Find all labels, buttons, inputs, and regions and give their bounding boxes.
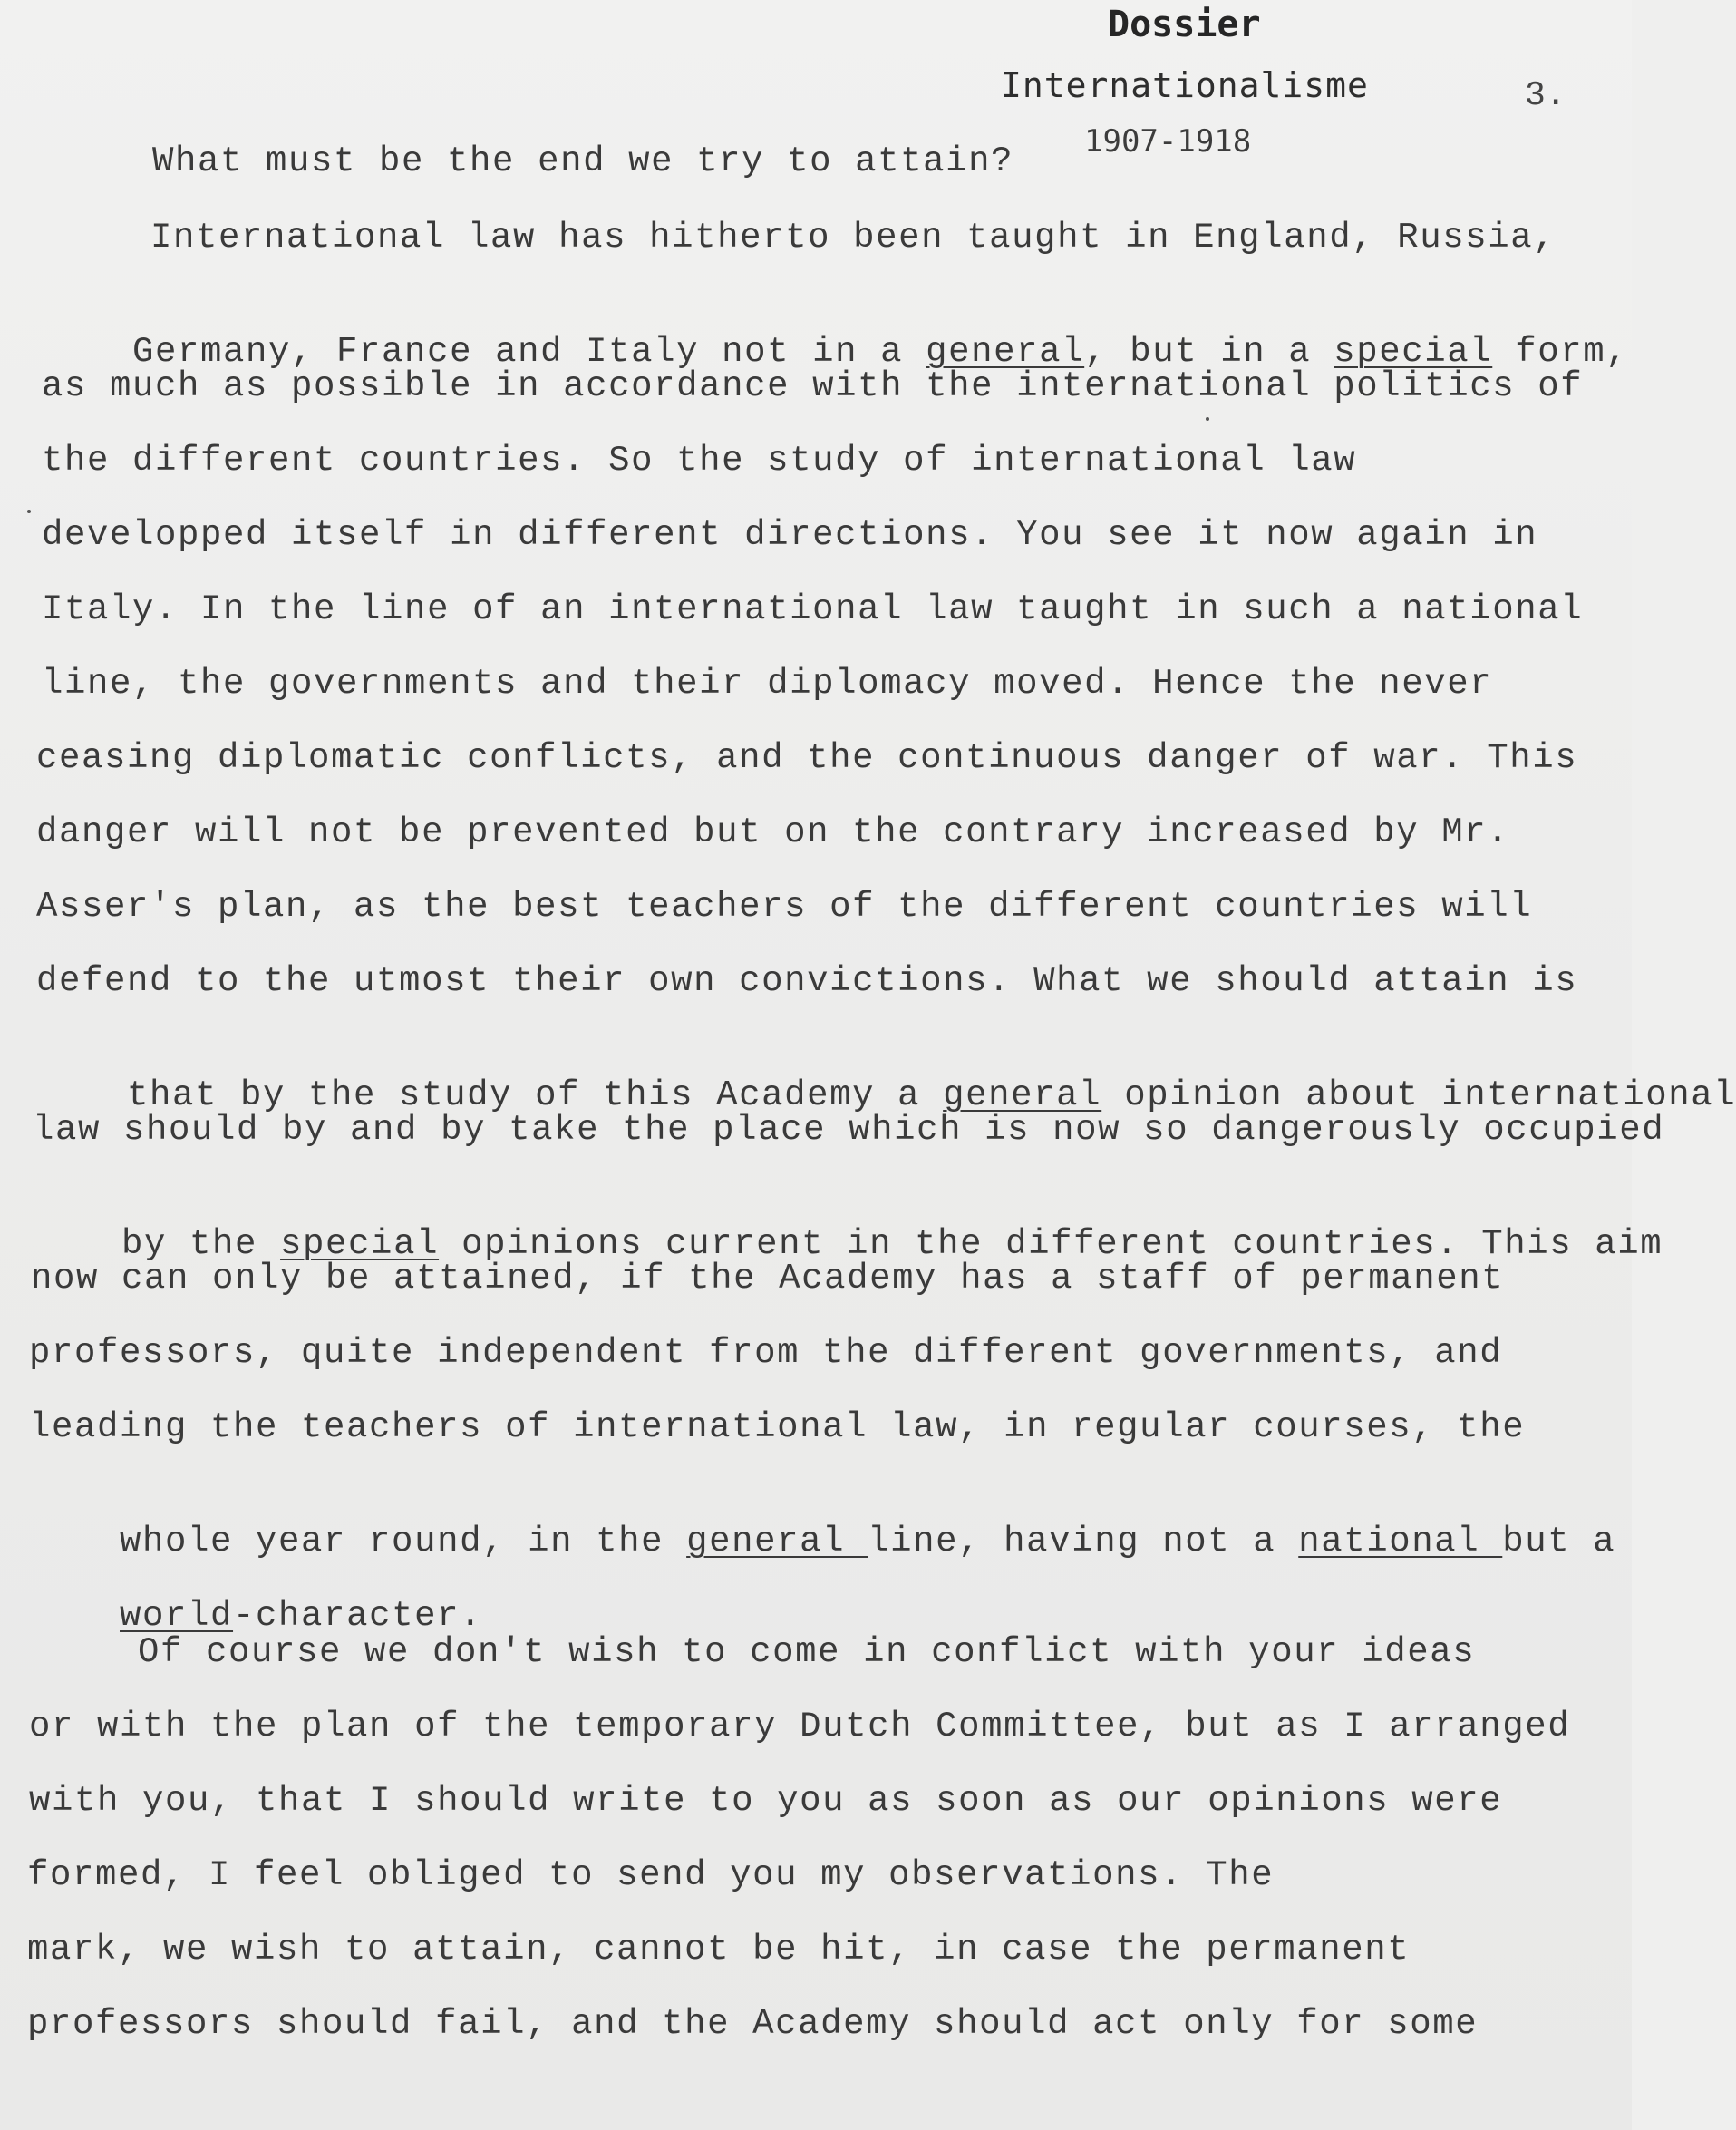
body-line: now can only be attained, if the Academy has a staff of permanent <box>31 1259 1505 1298</box>
text-segment: -character. <box>233 1596 483 1636</box>
body-line: International law has hitherto been taught in England, Russia, <box>150 218 1557 258</box>
body-line: mark, we wish to attain, cannot be hit, in case the permanent <box>27 1930 1411 1970</box>
underlined-word: general <box>943 1075 1102 1115</box>
text-segment: Germany, France and Italy not in a <box>132 332 926 372</box>
body-line: Italy. In the line of an international law taught in such a national <box>42 589 1584 629</box>
text-segment: opinion about international <box>1101 1075 1736 1115</box>
body-line: Of course we don't wish to come in conflict with your ideas <box>138 1632 1476 1672</box>
underlined-word: special <box>280 1224 440 1264</box>
text-segment: line, having not a <box>868 1522 1299 1561</box>
dossier-stamp-title: Dossier <box>1108 4 1261 45</box>
text-segment: that by the study of this Academy a <box>127 1075 944 1115</box>
text-segment: opinions current in the different countries. This aim <box>439 1224 1663 1264</box>
dossier-stamp-years: 1907-1918 <box>1084 123 1252 160</box>
body-line: ceasing diplomatic conflicts, and the continuous danger of war. This <box>36 738 1578 778</box>
ink-speck <box>27 510 31 513</box>
text-segment: by the <box>121 1224 281 1264</box>
body-line: line, the governments and their diplomacy moved. Hence the never <box>42 664 1493 704</box>
body-line: or with the plan of the temporary Dutch Committee, but as I arranged <box>29 1707 1571 1746</box>
heading-question: What must be the end we try to attain? <box>152 141 1014 181</box>
body-line: professors, quite independent from the different governments, and <box>29 1333 1503 1373</box>
text-segment: but a <box>1502 1522 1616 1561</box>
body-line: law should by and by take the place which is now so dangerously occupied <box>33 1110 1665 1150</box>
body-line: professors should fail, and the Academy should act only for some <box>27 2004 1479 2044</box>
body-line: danger will not be prevented but on the contrary increased by Mr. <box>36 812 1510 852</box>
underlined-word: national <box>1298 1522 1503 1561</box>
body-line: as much as possible in accordance with the international politics of <box>42 366 1584 406</box>
text-segment: whole year round, in the <box>120 1522 687 1561</box>
body-line: the different countries. So the study of international law <box>42 441 1357 481</box>
dossier-stamp-subject: Internationalisme <box>1001 65 1369 105</box>
text-segment: form, <box>1492 332 1629 372</box>
body-line: with you, that I should write to you as soon as our opinions were <box>29 1781 1503 1821</box>
body-line: defend to the utmost their own convictions. What we should attain is <box>36 961 1578 1001</box>
underlined-word: world <box>120 1596 234 1636</box>
ink-speck <box>1206 417 1209 421</box>
underlined-word: general <box>926 332 1085 372</box>
text-segment: , but in a <box>1084 332 1334 372</box>
body-line: formed, I feel obliged to send you my observations. The <box>27 1855 1275 1895</box>
body-line: Asser's plan, as the best teachers of the different countries will <box>36 887 1533 927</box>
body-line: developped itself in different directions. You see it now again in <box>42 515 1538 555</box>
underlined-word: special <box>1334 332 1493 372</box>
page-number: 3. <box>1525 76 1566 115</box>
body-line: leading the teachers of international law, in regular courses, the <box>29 1407 1526 1447</box>
underlined-word: general <box>686 1522 868 1561</box>
